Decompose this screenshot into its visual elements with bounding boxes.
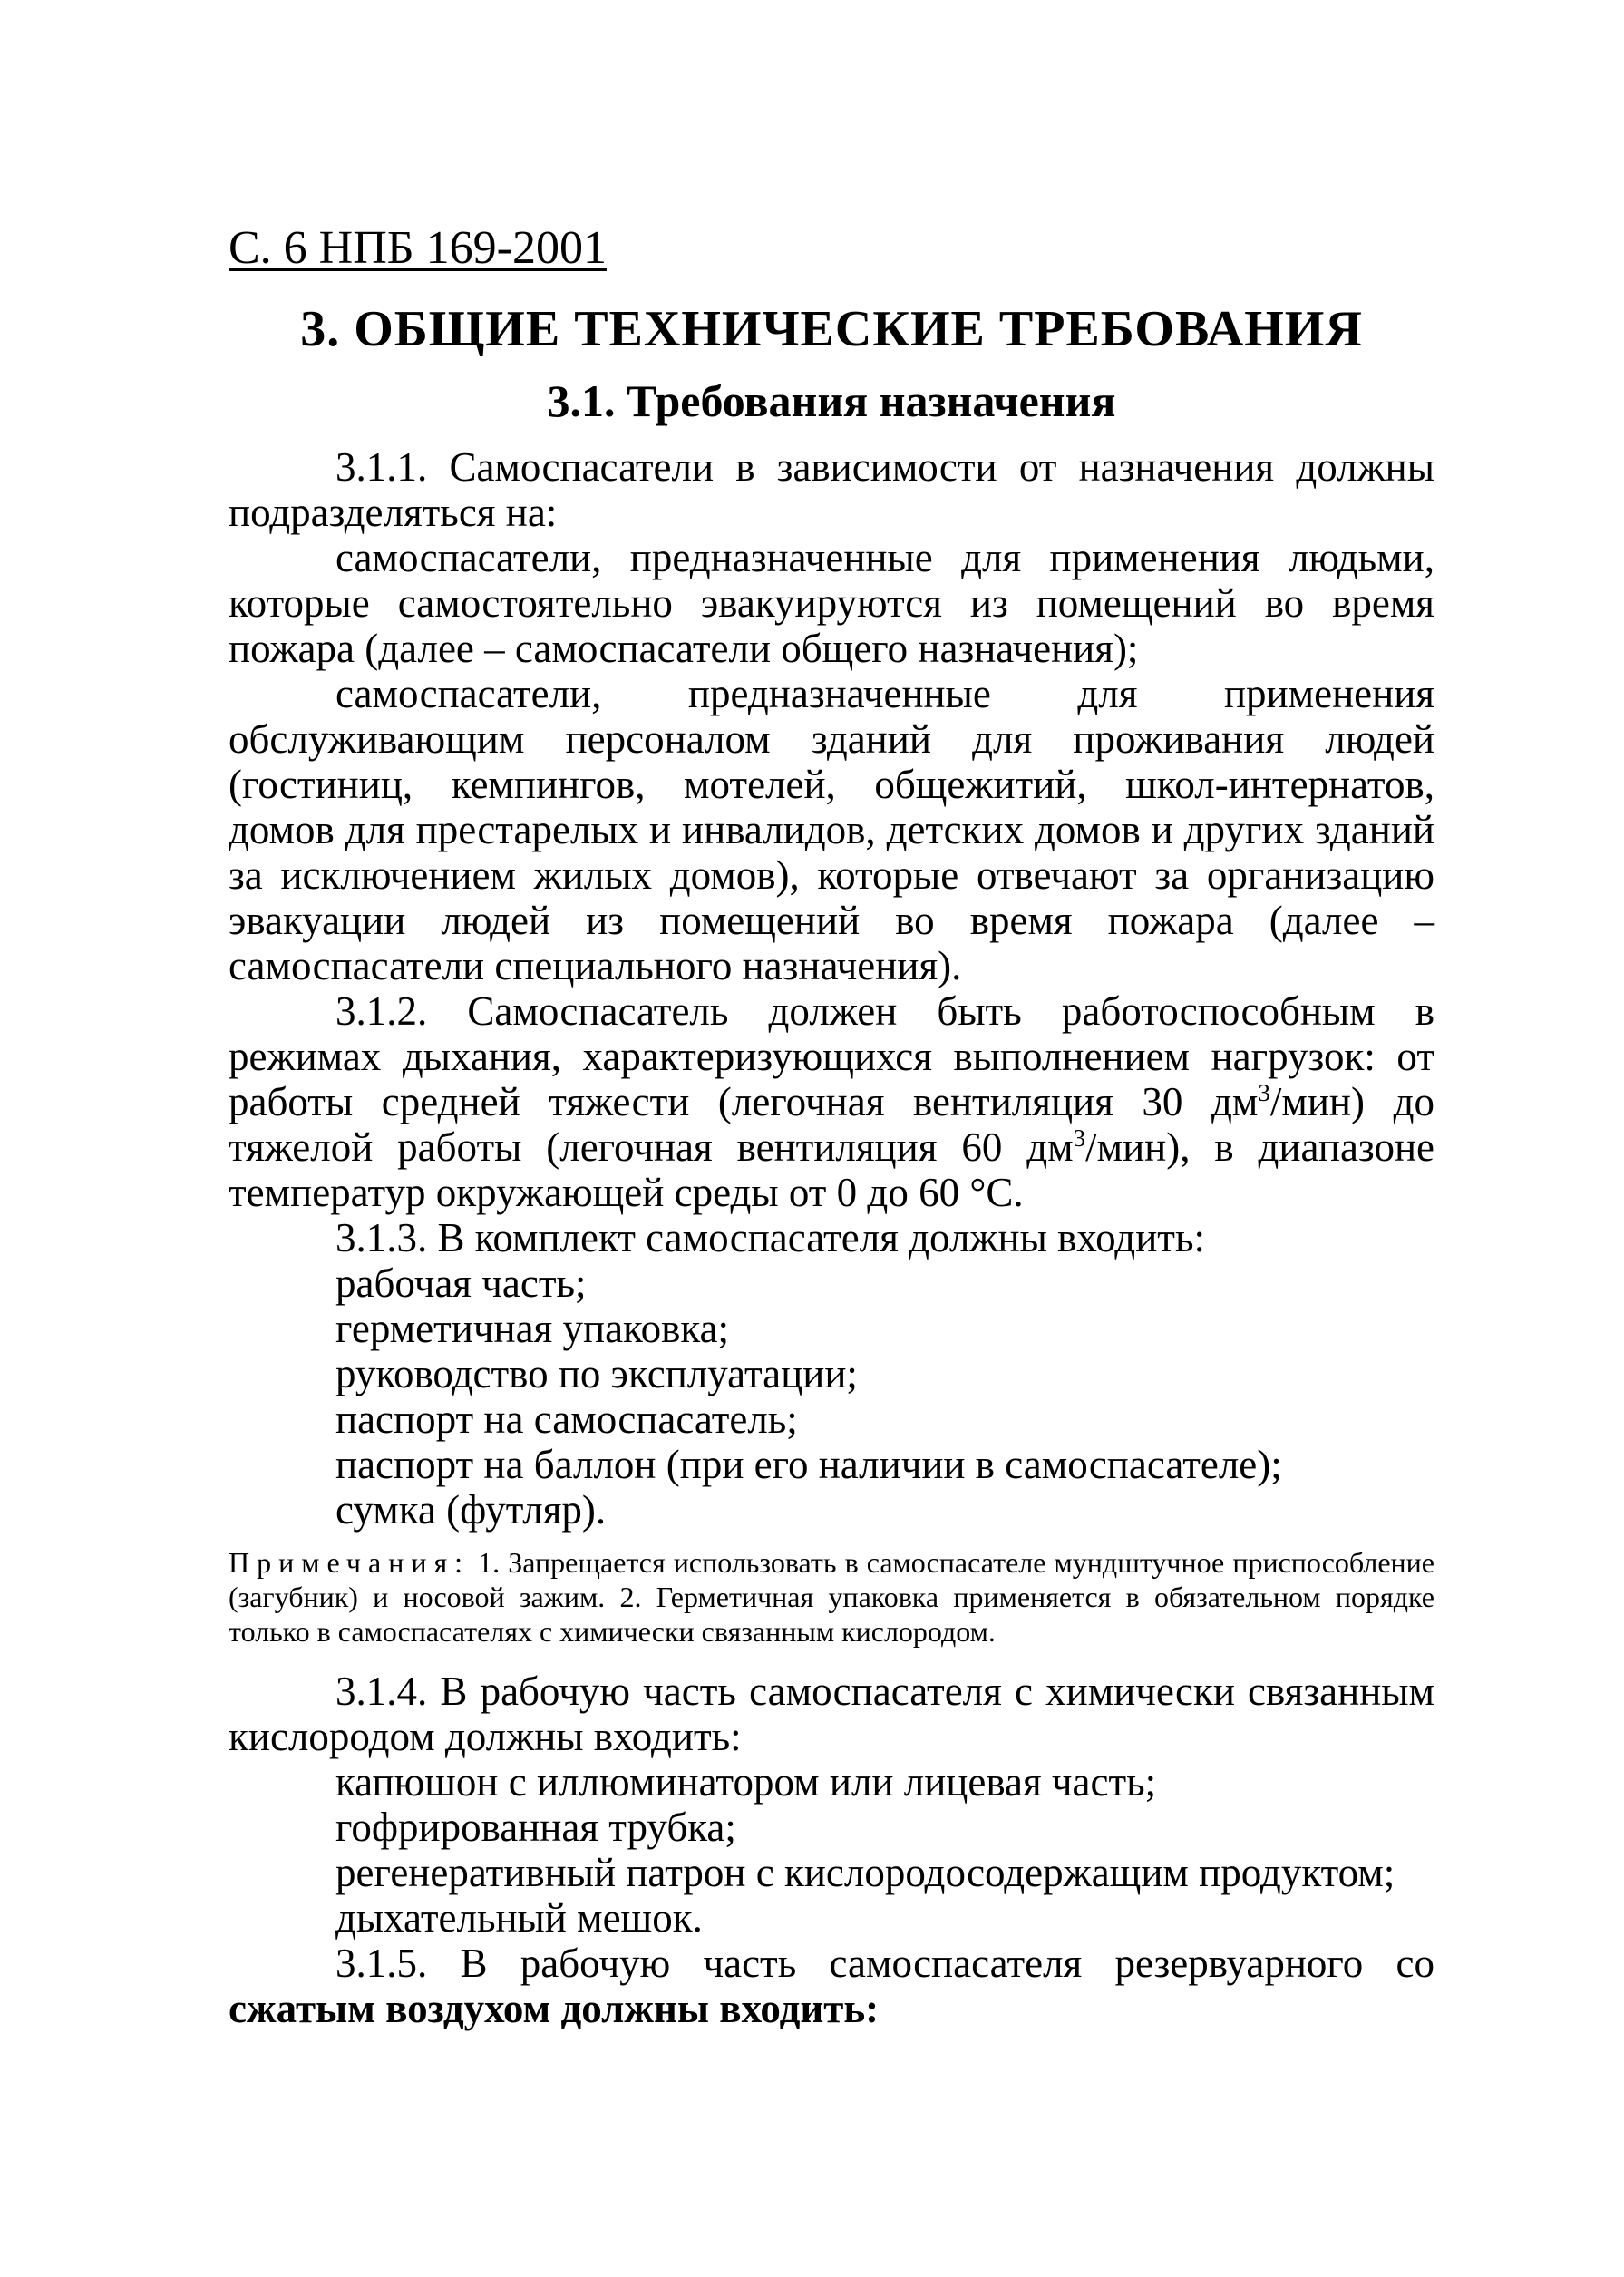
clause-3-1-2-sup-2: 3 [1073, 1124, 1086, 1152]
clause-3-1-2-part-3: /мин), в диапазоне температур окружающей среды от 0 до 60 °С. [229, 1124, 1434, 1215]
working-part-list-item: регенеративный патрон с кислородосодержащим продуктом; [335, 1850, 1395, 1895]
clause-3-1-2-part-2: /мин) до тяжелой работы (легочная вентиляция 60 дм [229, 1079, 1434, 1170]
kit-list-item: сумка (футляр). [335, 1487, 607, 1533]
clause-3-1-2 [229, 988, 1434, 1215]
working-part-list-item: дыхательный мешок. [335, 1895, 703, 1941]
kit-list-item: герметичная упаковка; [335, 1306, 730, 1351]
document-body [229, 444, 1434, 2031]
clause-3-1-2-sup-1: 3 [1258, 1079, 1270, 1106]
working-part-list-item: капюшон с иллюминатором или лицевая часть; [335, 1759, 1157, 1805]
section-title: 3. ОБЩИЕ ТЕХНИЧЕСКИЕ ТРЕБОВАНИЯ [300, 301, 1363, 357]
kit-list-item: паспорт на баллон (при его наличии в самоспасателе); [335, 1442, 1282, 1487]
working-part-list-item: гофрированная трубка; [335, 1805, 736, 1850]
kit-list-item: рабочая часть; [335, 1260, 587, 1306]
clause-3-1-2-part-1: 3.1.2. Самоспасатель должен быть работоспособным в режимах дыхания, характеризующихся выполнением нагрузок: от работы средней тяжести (легочная вентиляция 30 дм [229, 988, 1434, 1124]
notes-text: 1. Запрещается использовать в самоспасателе мундштучное приспособление (загубник) и носовой зажим. 2. Герметичная упаковка применяется в обязательном порядке только в самоспасателях с химически связанным кислородом. [229, 1546, 1434, 1648]
clause-3-1-5-lead-b: сжатым воздухом должны входить: [229, 1986, 880, 2031]
clause-3-1-1-item-2: самоспасатели, предназначенные для применения обслуживающим персоналом зданий для проживания людей (гостиниц, кемпингов, мотелей, общежитий, школ-интернатов, домов для престарелых и инвалидов, детских домов и других зданий за исключением жилых домов), которые отвечают за организацию эвакуации людей из помещений во время пожара (далее – самоспасатели специального назначения). [229, 671, 1434, 988]
clause-3-1-3-lead: 3.1.3. В комплект самоспасателя должны входить: [335, 1215, 1205, 1260]
notes-label: Примечания: [229, 1546, 471, 1579]
notes-block [229, 1545, 1434, 1649]
clause-3-1-4-lead: 3.1.4. В рабочую часть самоспасателя с химически связанным кислородом должны входить: [229, 1669, 1434, 1759]
subsection-title: 3.1. Требования назначения [547, 375, 1116, 426]
kit-list-item: руководство по эксплуатации; [335, 1351, 858, 1396]
kit-list-item: паспорт на самоспасатель; [335, 1396, 798, 1442]
clause-3-1-5-lead [229, 1941, 1434, 2031]
running-head: С. 6 НПБ 169-2001 [229, 222, 607, 274]
clause-3-1-1-lead: 3.1.1. Самоспасатели в зависимости от назначения должны подразделяться на: [229, 444, 1434, 535]
clause-3-1-1-item-1: самоспасатели, предназначенные для применения людьми, которые самостоятельно эвакуируются из помещений во время пожара (далее – самоспасатели общего назначения); [229, 535, 1434, 671]
clause-3-1-5-lead-a: 3.1.5. В рабочую часть самоспасателя резервуарного со [335, 1941, 1434, 1986]
